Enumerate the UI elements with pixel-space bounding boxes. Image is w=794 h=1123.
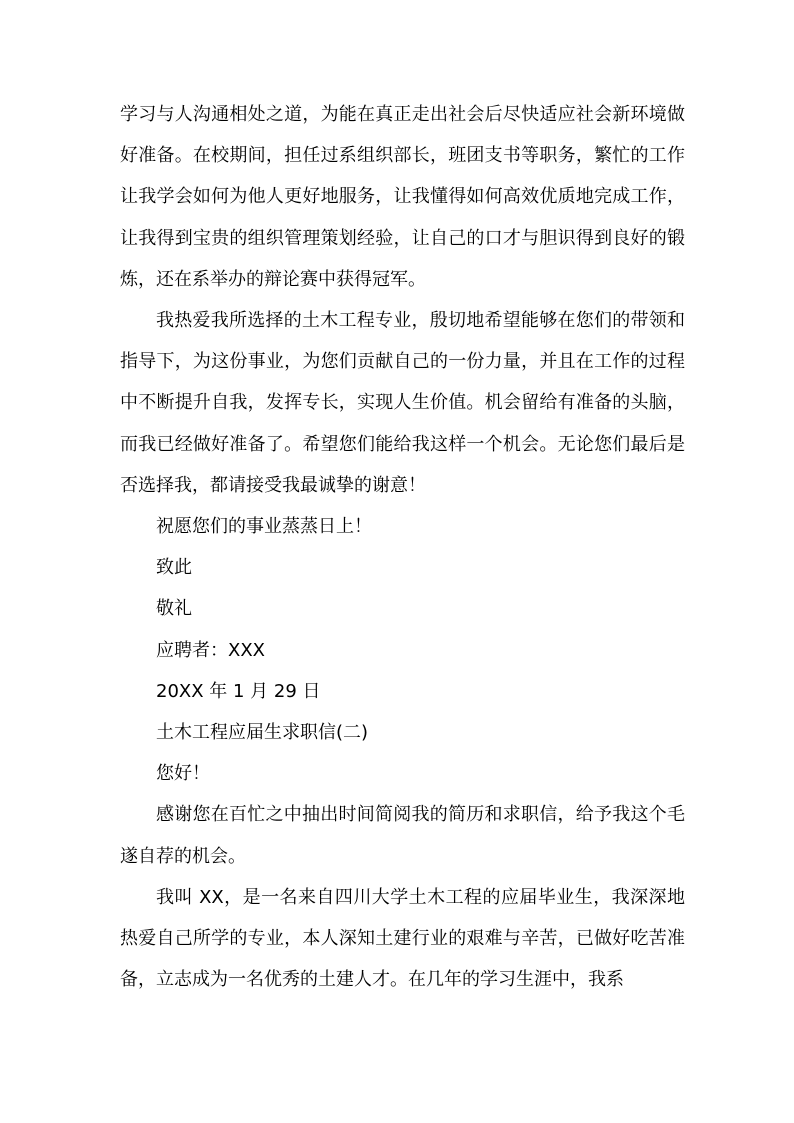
applicant-signature: 应聘者：XXX bbox=[156, 639, 265, 661]
paragraph-thanks: 感谢您在百忙之中抽出时间简阅我的简历和求职信，给予我这个毛遂自荐的机会。 bbox=[120, 804, 685, 867]
paragraph-wish: 祝愿您们的事业蒸蒸日上！ bbox=[156, 516, 372, 538]
paragraph-salutation-closing: 致此 bbox=[156, 557, 192, 579]
greeting: 您好！ bbox=[156, 763, 210, 785]
letter-body bbox=[120, 94, 685, 1000]
paragraph-experience: 学习与人沟通相处之道，为能在真正走出社会后尽快适应社会新环境做好准备。在校期间，担任过系组织部长，班团支书等职务，繁忙的工作让我学会如何为他人更好地服务，让我懂得如何高效优质地完成工作，让我得到宝贵的组织管理策划经验，让自己的口才与胆识得到良好的锻炼，还在系举办的辩论赛中获得冠军。 bbox=[120, 104, 685, 290]
letter-date: 20XX 年 1 月 29 日 bbox=[156, 680, 321, 702]
paragraph-regards: 敬礼 bbox=[156, 598, 192, 620]
section-title: 土木工程应届生求职信(二) bbox=[156, 722, 369, 744]
paragraph-introduction: 我叫 XX，是一名来自四川大学土木工程的应届毕业生，我深深地热爱自己所学的专业，本人深知土建行业的艰难与辛苦，已做好吃苦准备，立志成为一名优秀的土建人才。在几年的学习生涯中，我系 bbox=[120, 886, 685, 991]
paragraph-aspiration: 我热爱我所选择的土木工程专业，殷切地希望能够在您们的带领和指导下，为这份事业，为您们贡献自己的一份力量，并且在工作的过程中不断提升自我，发挥专长，实现人生价值。机会留给有准备的头脑，而我已经做好准备了。希望您们能给我这样一个机会。无论您们最后是否选择我，都请接受我最诚挚的谢意！ bbox=[120, 310, 685, 496]
